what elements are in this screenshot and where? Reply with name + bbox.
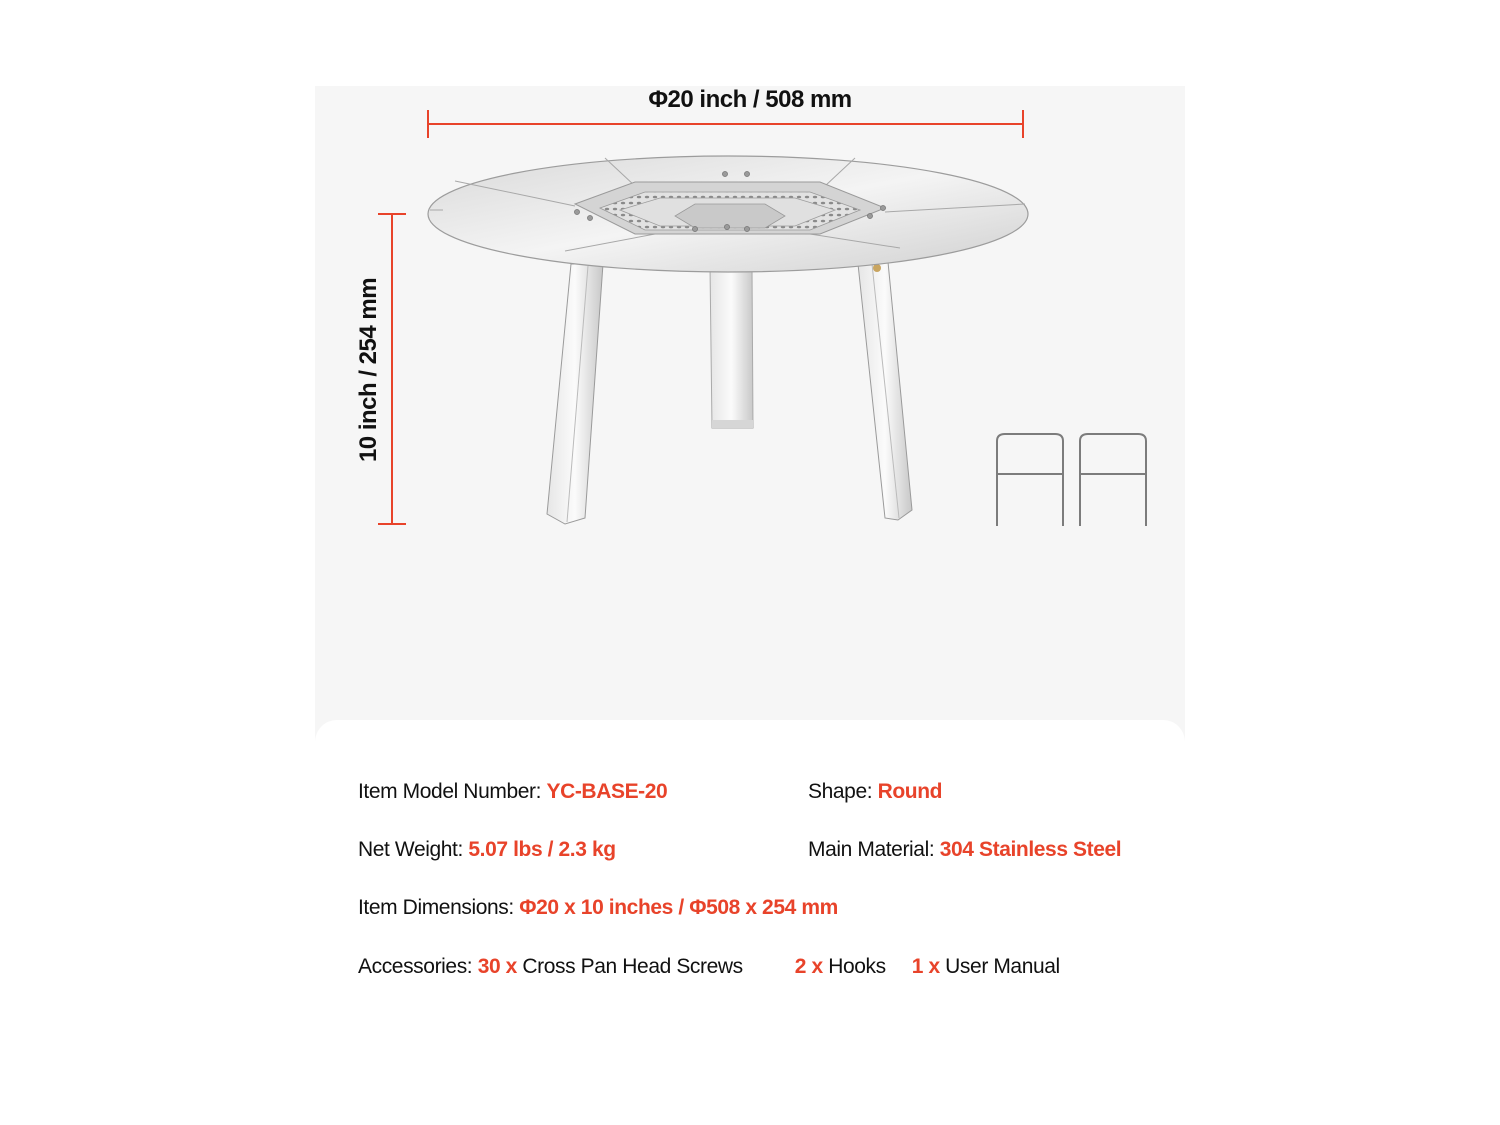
accessory-qty: 2 x [794, 955, 823, 978]
round-top [428, 156, 1028, 272]
diameter-dimension-line [428, 110, 1023, 138]
spec-main-material [808, 838, 1121, 862]
spec-value: 304 Stainless Steel [939, 838, 1122, 861]
spec-label: Item Model Number: [358, 780, 547, 803]
diameter-label: Φ20 inch / 508 mm [648, 86, 852, 113]
spec-label: Main Material: [808, 838, 940, 861]
spec-model-number [358, 780, 667, 804]
accessory-qty: 30 x [477, 955, 517, 978]
accessory-name: User Manual [939, 955, 1060, 978]
left-leg [547, 264, 603, 524]
spec-value: Round [877, 780, 943, 803]
spec-shape [808, 780, 942, 804]
specifications-card [315, 720, 1185, 1040]
spec-value: YC-BASE-20 [546, 780, 668, 803]
spec-net-weight [358, 838, 616, 862]
spec-label: Item Dimensions: [358, 896, 520, 919]
spec-label: Net Weight: [358, 838, 469, 861]
accessory-name: Hooks [822, 955, 886, 978]
spec-item-dimensions [358, 896, 838, 920]
spec-value: Φ20 x 10 inches / Φ508 x 254 mm [519, 896, 838, 919]
height-dimension-line [378, 214, 406, 524]
back-leg [710, 266, 753, 428]
hook-right [1080, 434, 1146, 526]
spec-label: Shape: [808, 780, 878, 803]
right-leg [858, 262, 912, 520]
accessory-name: Cross Pan Head Screws [516, 955, 743, 978]
accessory-qty: 1 x [911, 955, 940, 978]
spec-value: 5.07 lbs / 2.3 kg [468, 838, 616, 861]
height-label: 10 inch / 254 mm [355, 277, 382, 463]
spec-label: Accessories: [358, 955, 478, 978]
spec-accessories [358, 955, 1060, 979]
hook-left [997, 434, 1063, 526]
fire-pit-stand-illustration [315, 86, 1185, 726]
